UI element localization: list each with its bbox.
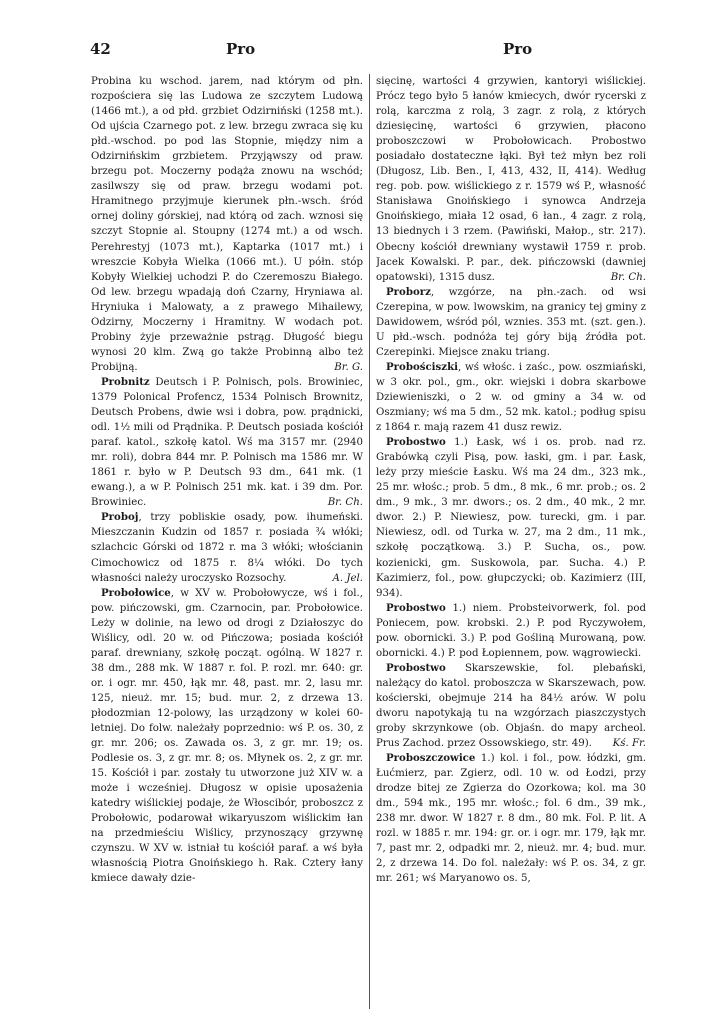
- dictionary-entry: [376, 751, 646, 886]
- entry-headword: Probnitz: [101, 375, 150, 388]
- entry-headword: Probostwo: [386, 436, 446, 449]
- entry-text: 1.) niem. Probsteivorwerk, fol. pod Poniecem, pow. krobski. 2.) P. pod Ryczywołem, pow. obornicki. 3.) P. pod Gośliną Murowaną, pow. obornicki. 4.) P. pod Łopiennem, pow. wągrowiecki.: [376, 602, 646, 659]
- dictionary-entry: [376, 661, 646, 751]
- dictionary-entry: [91, 586, 363, 887]
- entry-continuation: [376, 74, 646, 285]
- entry-continuation: [91, 74, 363, 375]
- left-column: [91, 74, 363, 1014]
- dictionary-entry: [91, 510, 363, 585]
- entry-text: , wś włośc. i zaśc., pow. oszmiański, w 3 okr. pol., gm., okr. wiejski i dobra skarbowe Dziewieniszki, o 2 w. od gminy a 34 w. od Oszmiany; wś ma 5 dm., 52 mk. katol.; podług spisu z 1864 r. mają razem 41 dusz rewiz.: [376, 361, 646, 434]
- dictionary-entry: [376, 360, 646, 435]
- entry-headword: Proboj: [101, 511, 139, 524]
- author-signature: Kś. Fr.: [612, 738, 646, 750]
- entry-text: , w XV w. Probołowycze, wś i fol., pow. pińczowski, gm. Czarnocin, par. Probołowice. Leży w dolinie, na lewo od drogi z Działoszyc do Wiślicy, odl. 20 w. od Pińczowa; posiada kościół paraf. drewniany, szkołę począt. ogólną. W 1827 r. 38 dm., 288 mk. W 1887 r. fol. P. rozl. mr. 640: gr. or. i ogr. mr. 450, łąk mr. 48, past. mr. 2, lasu mr. 125, nieuż. mr. 15; bud. mur. 2, z drzewa 13. płodozmian 12-polowy, las urządzony w kolei 60-letniej. Do folw. należały poprzednio: wś P. os. 30, z gr. mr. 206; os. Zawada os. 3, z gr. mr. 19; os. Podlesie os. 3, z gr. mr. 8; os. Młynek os. 2, z gr. mr. 15. Kościół i par. zostały tu utworzone już XIV w. a może i wcześniej. Długosz w opisie uposażenia katedry wiślickiej podaje, że Włoscibór, proboszcz z Probołowic, podarował wikaryuszom wiślickim łan na przedmieściu Wiślicy, przynoszący grzywnę czynszu. W XV w. istniał tu kościół paraf. a wś była własnością Piotra Gnoińskiego h. Rak. Cztery łany kmiece dawały dzie-: [91, 587, 363, 885]
- entry-text: sięcinę, wartości 4 grzywien, kantoryi wiślickiej. Prócz tego było 5 łanów kmiecych, dwór rycerski z rolą, karczma z rolą, 3 zagr. z rolą, z których dziesięcinę, wartości 6 grzywien, płacono proboszczowi w Probołowicach. Probostwo posiadało dostateczne łąki. Był też młyn bez roli (Długosz, Lib. Ben., I, 413, 432, II, 414). Według reg. pob. pow. wiślickiego z r. 1579 wś P., własność Stanisława Gnoińskiego i synowca Andrzeja Gnoińskiego, miała 12 osad, 6 łan., 4 zagr. z rolą, 13 biednych i 3 rzem. (Pawiński, Małop., str. 217). Obecny kościół drewniany wystawił 1759 r. prob. Jacek Kowalski. P. par., dek. pińczowski (dawniej opatowski), 1315 dusz.: [376, 76, 646, 283]
- left-running-head: Pro: [226, 40, 256, 58]
- page-number: 42: [90, 40, 111, 58]
- right-running-head: Pro: [503, 40, 533, 58]
- author-signature: A. Jel.: [332, 572, 363, 584]
- author-signature: Br. Ch.: [327, 497, 363, 509]
- entry-headword: Probostwo: [386, 601, 446, 614]
- entry-headword: Probołowice: [101, 586, 171, 599]
- entry-text: Deutsch i P. Polnisch, pols. Browiniec, 1379 Polonical Profencz, 1534 Polnisch Brownitz, Deutsch Probens, dwie wsi i dobra, pow. prądnicki, odl. 1½ mili od Prądnika. P. Deutsch posiada kościół paraf. katol., szkołę katol. Wś ma 3157 mr. (2940 mr. roli), dobra 844 mr. P. Polnisch ma 1586 mr. W 1861 r. było w P. Deutsch 93 dm., 641 mk. (1 ewang.), a w P. Polnisch 251 mk. kat. i 39 dm. Por. Browiniec.: [91, 376, 363, 509]
- entry-headword: Proboszczowice: [386, 752, 476, 765]
- dictionary-entry: [376, 285, 646, 360]
- dictionary-entry: [376, 435, 646, 601]
- author-signature: Br. Ch.: [610, 271, 646, 283]
- entry-text: , wzgórze, na płn.-zach. od wsi Czerepina, w pow. lwowskim, na granicy tej gminy z Dawidowem, wśród pól, wznies. 353 mt. (szt. gen.). U płd.-wsch. podnóża tej góry biją źródła pot. Czerepinki. Miejsce znaku triang.: [376, 286, 646, 358]
- author-signature: Br. G.: [334, 361, 363, 373]
- entry-headword: Probostwo: [386, 661, 446, 674]
- entry-text: Probina ku wschod. jarem, nad którym od płn. rozpościera się las Ludowa ze szczytem Ludową (1466 mt.), a od płd. grzbiet Odzirniński (1258 mt.). Od ujścia Czarnego pot. z lew. brzegu zwraca się ku płd.-wschod. po pod las Stopnie, między nim a Odzirnińskim grzbietem. Przyjąwszy od praw. brzegu pot. Moczerny podąża znowu na wschód; zasilwszy się od praw. brzegu wodami pot. Hramitnego przyjmuje kierunek płn.-wsch. śród ornej doliny górskiej, nad którą od zach. wznosi się szczyt Stopnie al. Stoupny (1274 mt.) a od wsch. Perehrestyj (1073 mt.), Kaptarka (1017 mt.) i wreszcie Kobyła Wielka (1066 mt.). U półn. stóp Kobyły Wielkiej uchodzi P. do Czeremoszu Białego. Od lew. brzegu wpadają doń Czarny, Hryniawa al. Hryniuka i Malowaty, a z prawego Mihailewy, Odzirny, Moczerny i Hramitny. W wodach pot. Probiny żyje przeważnie pstrąg. Długość biegu wynosi 20 klm. Zwą go także Probinną albo też Probijną.: [91, 76, 363, 373]
- right-column: [376, 74, 646, 1014]
- entry-text: Skarszewskie, fol. plebański, należący do katol. proboszcza w Skarszewach, pow. kościerski, obejmuje 214 ha 84½ arów. W polu dworu napotykają tu na wzgórzach piaszczystych groby skrzynkowe (ob. Objaśn. do mapy archeol. Prus Zachod. przez Ossowskiego, str. 49).: [376, 662, 646, 750]
- dictionary-entry: [91, 375, 363, 510]
- entry-headword: Probościszki: [386, 360, 458, 373]
- dictionary-entry: [376, 601, 646, 661]
- entry-text: 1.) kol. i fol., pow. łódzki, gm. Łućmierz, par. Zgierz, odl. 10 w. od Łodzi, przy drodze bitej ze Zgierza do Ozorkowa; kol. ma 30 dm., 594 mk., 195 mr. włośc.; fol. 6 dm., 39 mk., 238 mr. dwor. W 1827 r. 8 dm., 80 mk. Fol. P. lit. A rozl. w 1885 r. mr. 194: gr. or. i ogr. mr. 179, łąk mr. 7, past mr. 2, odpadki mr. 2, nieuż. mr. 4; bud. mur. 2, z drzewa 14. Do fol. należały: wś P. os. 34, z gr. mr. 261; wś Maryanowo os. 5,: [376, 753, 646, 885]
- entry-text: 1.) Łask, wś i os. prob. nad rz. Grabówką czyli Pisą, pow. łaski, gm. i par. Łask, leży przy mieście Łasku. Wś ma 24 dm., 323 mk., 25 mr. włośc.; prob. 5 dm., 8 mk., 6 mr. prob.; os. 2 dm., 9 mk., 3 mr. dwors.; os. 2 dm., 40 mk., 2 mr. dwor. 2.) P. Niewiesz, pow. turecki, gm. i par. Niewiesz, odl. od Turka w. 27, ma 2 dm., 11 mk., szkołę początkową. 3.) P. Sucha, os., pow. kozienicki, gm. Suskowola, par. Sucha. 4.) P. Kazimierz, fol., pow. głupczycki; ob. Kazimierz (III, 934).: [376, 437, 646, 599]
- page-header: [0, 40, 720, 62]
- entry-headword: Proborz: [386, 285, 431, 298]
- column-divider: [369, 74, 370, 1009]
- entry-text: , trzy pobliskie osady, pow. ihumeński. Mieszczanin Kudzin od 1857 r. posiada ¾ włóki; szlachcic Górski od 1872 r. ma 3 włóki; włościanin Cimochowicz od 1875 r. 8¼ włóki. Do tych własności należy uroczysko Rozsochy.: [91, 512, 363, 584]
